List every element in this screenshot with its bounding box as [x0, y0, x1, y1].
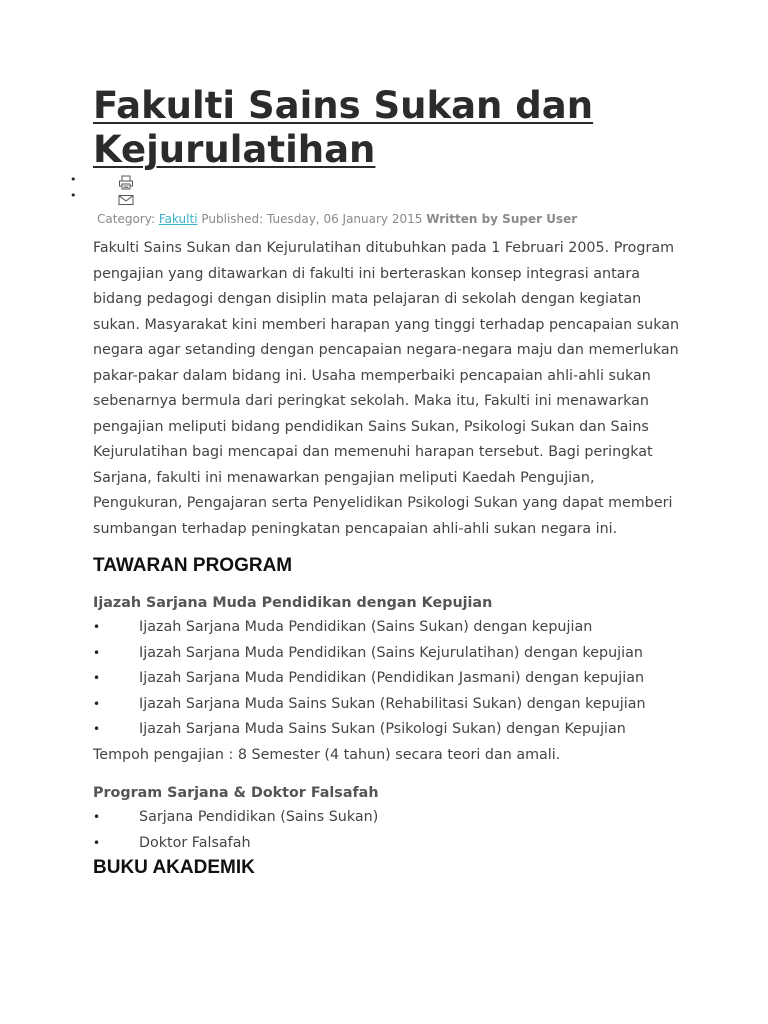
postgrad-list [93, 805, 683, 856]
list-item: • Ijazah Sarjana Muda Sains Sukan (Rehabilitasi Sukan) dengan kepujian [93, 692, 683, 718]
article-title [93, 84, 683, 172]
bachelor-list [93, 615, 683, 743]
list-item: • Doktor Falsafah [93, 831, 683, 857]
article-meta [97, 211, 683, 227]
postgrad-heading: Program Sarjana & Doktor Falsafah [93, 785, 379, 801]
list-item: • Ijazah Sarjana Muda Sains Sukan (Psikologi Sukan) dengan Kepujian [93, 717, 683, 743]
article [93, 84, 683, 880]
print-item [70, 174, 683, 190]
category-label: Category: [97, 212, 155, 226]
list-item: • Ijazah Sarjana Muda Pendidikan (Sains Sukan) dengan kepujian [93, 615, 683, 641]
duration-text: Tempoh pengajian : 8 Semester (4 tahun) secara teori dan amali. [93, 746, 561, 763]
email-icon[interactable] [118, 190, 134, 209]
list-item: • Ijazah Sarjana Muda Pendidikan (Pendidikan Jasmani) dengan kepujian [93, 666, 683, 692]
intro-paragraph: Fakulti Sains Sukan dan Kejurulatihan ditubuhkan pada 1 Februari 2005. Program pengajian yang ditawarkan di fakulti ini berteraskan konsep integrasi antara bidang pedagogi dengan disiplin mata pelajaran di sekolah dengan kegiatan sukan. Masyarakat kini memberi harapan yang tinggi terhadap pencapaian sukan negara agar setanding dengan pencapaian negara-negara maju dan memerlukan pakar-pakar dalam bidang ini. Usaha memperbaiki pencapaian ahli-ahli sukan sebenarnya bermula dari peringkat sekolah. Maka itu, Fakulti ini menawarkan pengajian meliputi bidang pendidikan Sains Sukan, Psikologi Sukan dan Sains Kejurulatihan bagi mencapai dan memenuhi harapan tersebut. Bagi peringkat Sarjana, fakulti ini menawarkan pengajian meliputi Kaedah Pengujian, Pengukuran, Pengajaran serta Penyelidikan Psikologi Sukan yang dapat memberi sumbangan terhadap peningkatan pencapaian ahli-ahli sukan negara ini. [93, 240, 680, 537]
tawaran-heading: TAWARAN PROGRAM [93, 555, 293, 576]
author: Written by Super User [426, 212, 578, 226]
article-title-link[interactable]: Fakulti Sains Sukan dan Kejurulatihan [93, 84, 594, 171]
buku-heading: BUKU AKADEMIK [93, 857, 255, 878]
email-item [70, 190, 683, 206]
article-icons [70, 174, 683, 206]
category-link[interactable]: Fakulti [158, 212, 198, 226]
list-item: • Sarjana Pendidikan (Sains Sukan) [93, 805, 683, 831]
published-date: Published: Tuesday, 06 January 2015 [201, 212, 423, 226]
list-item: • Ijazah Sarjana Muda Pendidikan (Sains Kejurulatihan) dengan kepujian [93, 641, 683, 667]
bachelor-heading: Ijazah Sarjana Muda Pendidikan dengan Kepujian [93, 595, 493, 611]
